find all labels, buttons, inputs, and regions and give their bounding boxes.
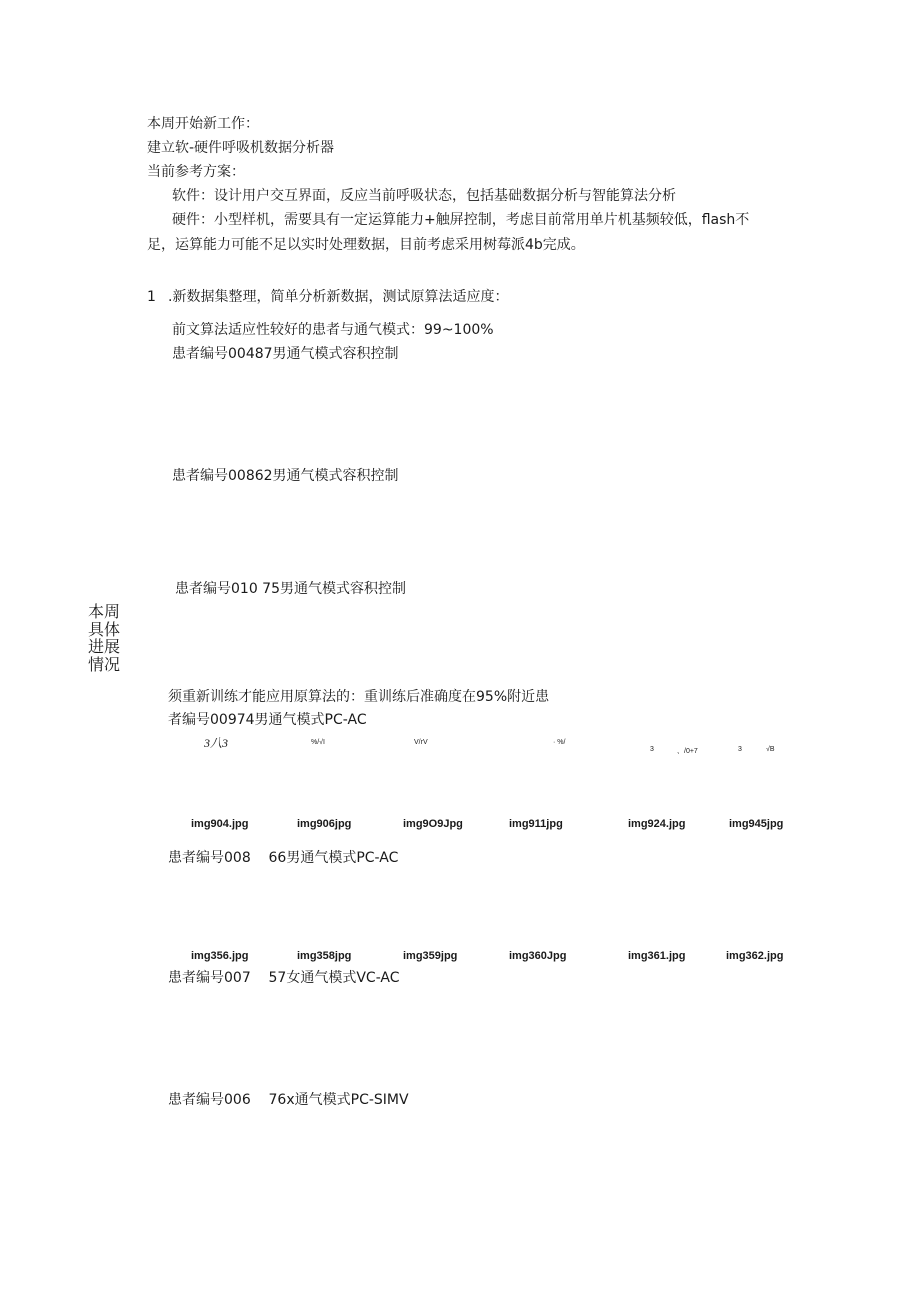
image-caption: img356.jpg: [191, 950, 249, 962]
patient-01075: 患者编号010 75男通气模式容积控制: [175, 581, 406, 597]
patient-00676: 患者编号006 76ⅹ通气模式PC-SIMV: [168, 1092, 409, 1108]
image-caption: img904.jpg: [191, 818, 249, 830]
image-caption: img359jpg: [403, 950, 458, 962]
header-line-2: 建立软-硬件呼吸机数据分析器: [147, 140, 335, 156]
image-caption: img9O9Jpg: [403, 818, 463, 830]
figure-label: V/rV: [414, 739, 428, 746]
figure-label: · %/: [553, 739, 566, 746]
image-caption: img906jpg: [297, 818, 352, 830]
image-caption: img924.jpg: [628, 818, 686, 830]
section-1-number: 1: [147, 289, 156, 305]
figure-label: 、/0+7: [677, 748, 698, 755]
patient-00757: 患者编号007 57女通气模式VC-AC: [168, 970, 400, 986]
retrain-line-1: 须重新训练才能应用原算法的：重训练后准确度在95%附近患: [168, 689, 550, 705]
image-caption: img945jpg: [729, 818, 784, 830]
image-caption: img358jpg: [297, 950, 352, 962]
sidebar-line: 情况: [88, 655, 121, 674]
figure-label: 3八3: [204, 736, 229, 750]
software-plan: 软件：设计用户交互界面，反应当前呼吸状态，包括基础数据分析与智能算法分析: [172, 188, 676, 204]
image-caption: img360Jpg: [509, 950, 567, 962]
header-line-3: 当前参考方案：: [147, 164, 245, 180]
figure-label: %/√I: [311, 739, 325, 746]
figure-label: √B: [766, 746, 775, 753]
section-1-title: .新数据集整理，简单分析新数据，测试原算法适应度：: [168, 289, 509, 305]
image-caption: img361.jpg: [628, 950, 686, 962]
retrain-line-2: 者编号00974男通气模式PC-AC: [168, 712, 367, 728]
figure-label: 3: [650, 746, 654, 753]
good-fit-line: 前文算法适应性较好的患者与通气模式：99~100%: [172, 322, 494, 338]
hardware-plan-line-1: 硬件：小型样机，需要具有一定运算能力+触屏控制，考虑目前常用单片机基频较低，flash不: [172, 212, 750, 228]
patient-00866: 患者编号008 66男通气模式PC-AC: [168, 850, 399, 866]
sidebar-line: 本周: [88, 602, 121, 621]
sidebar-line: 进展: [88, 637, 121, 656]
patient-00487: 患者编号00487男通气模式容积控制: [172, 346, 399, 362]
hardware-plan-line-2: 足，运算能力可能不足以实时处理数据，目前考虑采用树莓派4b完成。: [147, 237, 585, 253]
patient-00862: 患者编号00862男通气模式容积控制: [172, 468, 399, 484]
header-line-1: 本周开始新工作：: [147, 116, 259, 132]
image-caption: img911jpg: [509, 818, 563, 830]
sidebar-line: 具体: [88, 620, 121, 639]
image-caption: img362.jpg: [726, 950, 784, 962]
figure-label: 3: [738, 746, 742, 753]
